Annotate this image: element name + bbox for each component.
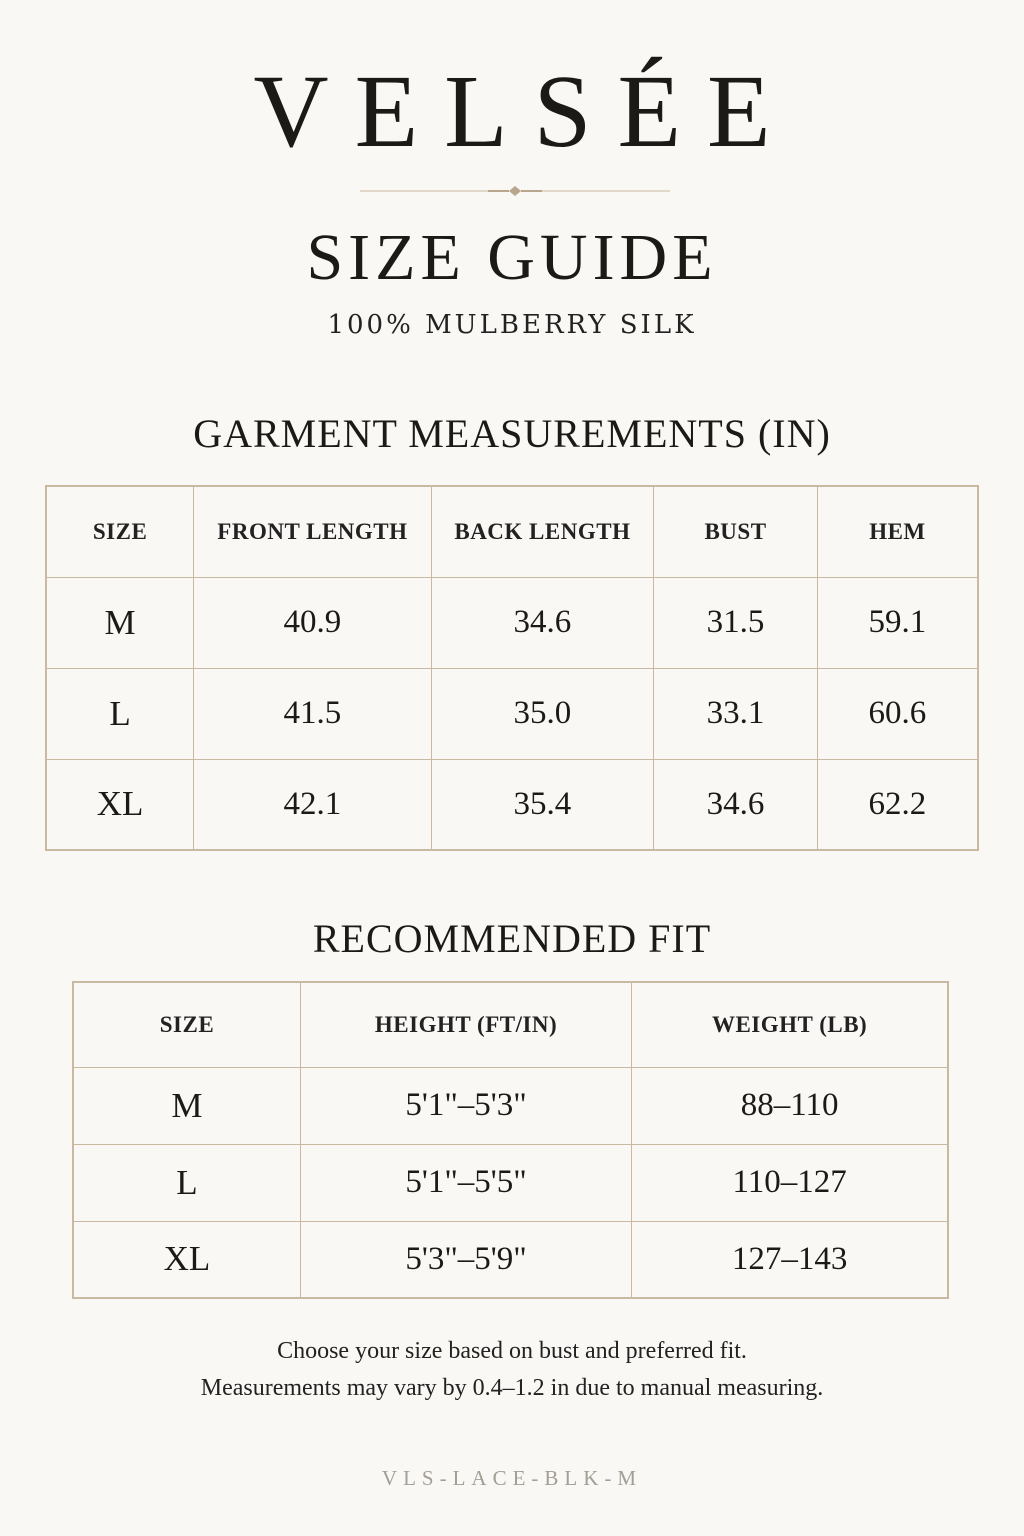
table-cell: XL <box>46 759 194 850</box>
garment-section-title: GARMENT MEASUREMENTS (IN) <box>193 411 831 456</box>
table-row <box>73 1144 948 1221</box>
table-cell: L <box>73 1144 300 1221</box>
table-cell: 110–127 <box>632 1144 948 1221</box>
table-row <box>46 759 978 850</box>
table-row <box>46 668 978 759</box>
table-cell: 31.5 <box>654 577 818 668</box>
table-row <box>46 577 978 668</box>
table-cell: 41.5 <box>194 668 432 759</box>
table-row <box>73 1067 948 1144</box>
measurement-note: Measurements may vary by 0.4–1.2 in due to manual measuring. <box>200 1375 824 1401</box>
table-cell: 60.6 <box>817 668 978 759</box>
table-cell: L <box>46 668 194 759</box>
table-cell: 40.9 <box>194 577 432 668</box>
column-header: BUST <box>654 486 818 577</box>
table-cell: 35.0 <box>431 668 654 759</box>
column-header: SIZE <box>73 982 300 1067</box>
table-cell: 88–110 <box>632 1067 948 1144</box>
table-cell: 5'1"–5'3" <box>300 1067 631 1144</box>
garment-measurements-table <box>45 485 979 851</box>
table-cell: 33.1 <box>654 668 818 759</box>
column-header: HEIGHT (FT/IN) <box>300 982 631 1067</box>
page-title: SIZE GUIDE <box>306 221 718 294</box>
table-cell: 62.2 <box>817 759 978 850</box>
column-header: BACK LENGTH <box>431 486 654 577</box>
table-cell: 127–143 <box>632 1221 948 1298</box>
column-header: FRONT LENGTH <box>194 486 432 577</box>
table-cell: 59.1 <box>817 577 978 668</box>
table-cell: XL <box>73 1221 300 1298</box>
recommended-fit-table <box>72 981 949 1299</box>
table-cell: 34.6 <box>654 759 818 850</box>
column-header: SIZE <box>46 486 194 577</box>
table-header-row <box>73 982 948 1067</box>
table-cell: 5'3"–5'9" <box>300 1221 631 1298</box>
column-header: WEIGHT (LB) <box>632 982 948 1067</box>
fit-note: Choose your size based on bust and preferred fit. <box>277 1338 747 1364</box>
brand-logo: VELSÉE <box>253 54 797 169</box>
table-cell: 5'1"–5'5" <box>300 1144 631 1221</box>
fit-section-title: RECOMMENDED FIT <box>312 916 712 961</box>
page-subtitle: 100% MULBERRY SILK <box>327 310 697 340</box>
column-header: HEM <box>817 486 978 577</box>
table-row <box>73 1221 948 1298</box>
ornament-divider <box>360 185 670 197</box>
table-cell: M <box>46 577 194 668</box>
table-cell: 42.1 <box>194 759 432 850</box>
table-header-row <box>46 486 978 577</box>
table-cell: 35.4 <box>431 759 654 850</box>
table-cell: 34.6 <box>431 577 654 668</box>
sku-code: VLS-LACE-BLK-M <box>381 1466 643 1490</box>
table-cell: M <box>73 1067 300 1144</box>
